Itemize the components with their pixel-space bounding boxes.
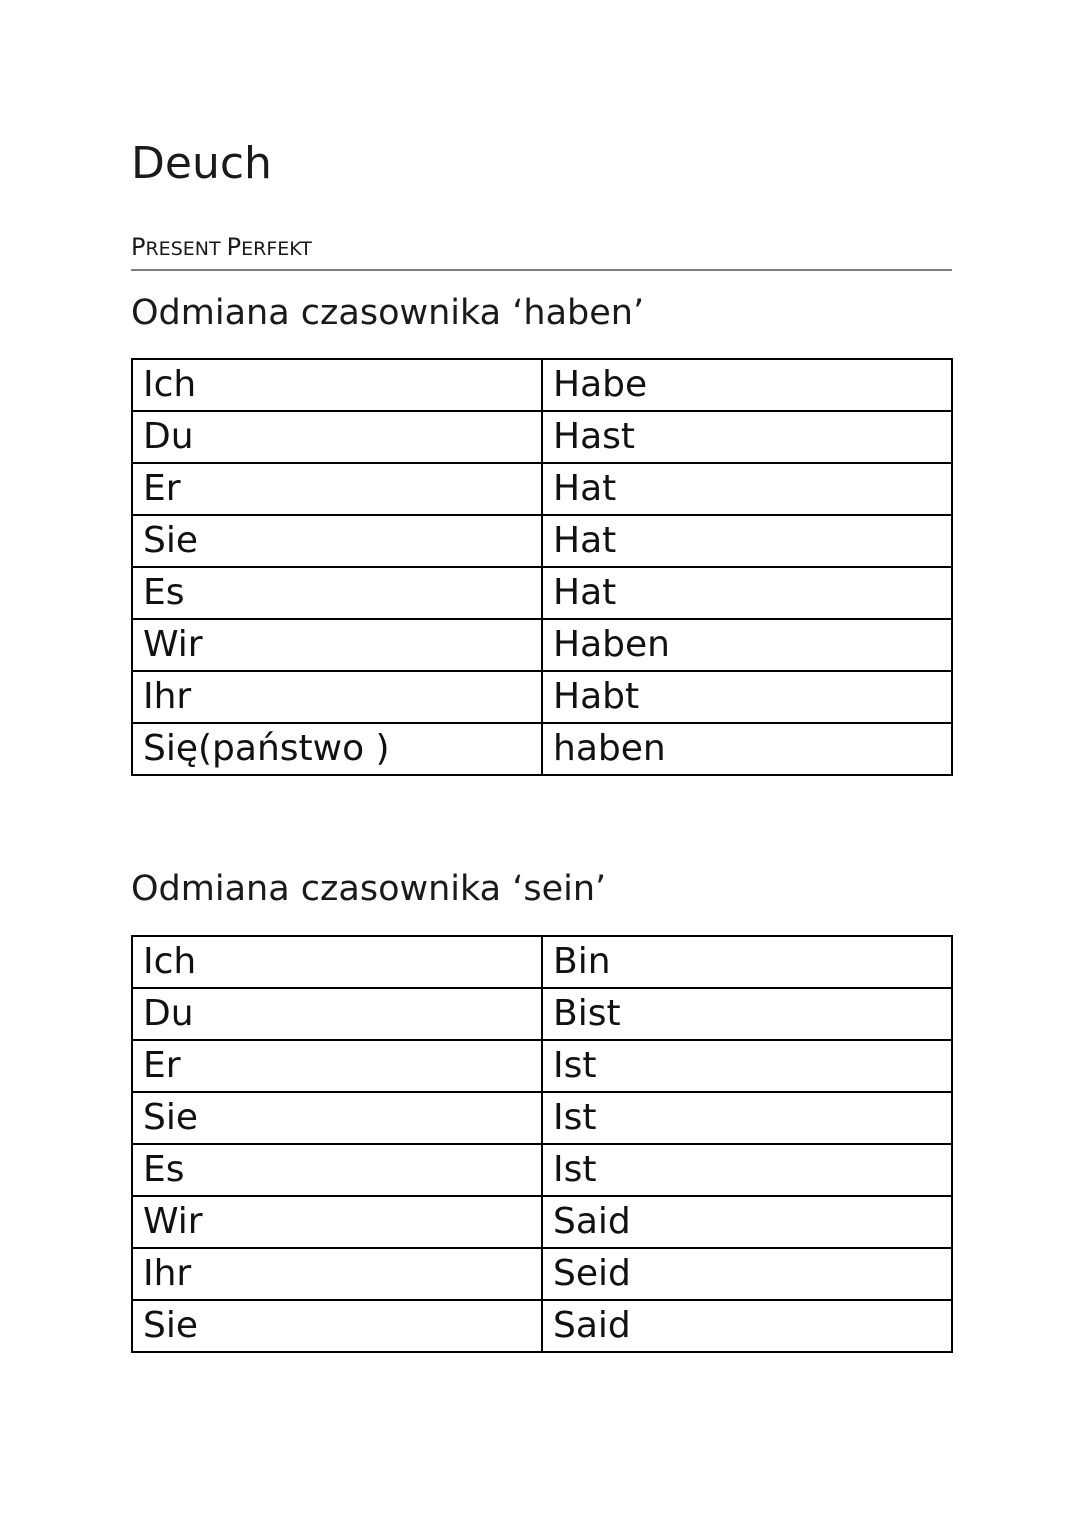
sein-conjugation-table (131, 935, 953, 1353)
verb-form-cell: Hat (542, 515, 952, 567)
verb-form-cell: Ist (542, 1040, 952, 1092)
pronoun-cell: Ich (132, 359, 542, 411)
table-row (132, 723, 952, 775)
verb-form-cell: Habt (542, 671, 952, 723)
sein-table-heading: Odmiana czasownika ‘sein’ (131, 869, 607, 909)
verb-form-cell: haben (542, 723, 952, 775)
table-row (132, 671, 952, 723)
table-row (132, 1300, 952, 1352)
verb-form-cell: Hat (542, 567, 952, 619)
verb-form-cell: Habe (542, 359, 952, 411)
verb-form-cell: Said (542, 1300, 952, 1352)
table-row (132, 411, 952, 463)
verb-form-cell: Haben (542, 619, 952, 671)
haben-conjugation-table (131, 358, 953, 776)
pronoun-cell: Ihr (132, 1248, 542, 1300)
table-row (132, 936, 952, 988)
pronoun-cell: Sie (132, 515, 542, 567)
section-heading-part: ERFEKT (241, 238, 312, 260)
table-row (132, 359, 952, 411)
table-row (132, 988, 952, 1040)
verb-form-cell: Bin (542, 936, 952, 988)
table-row (132, 1092, 952, 1144)
pronoun-cell: Ihr (132, 671, 542, 723)
section-heading-part: P (226, 233, 242, 261)
verb-form-cell: Said (542, 1196, 952, 1248)
section-heading (131, 232, 312, 264)
section-divider (131, 269, 952, 271)
table-row (132, 515, 952, 567)
table-row (132, 619, 952, 671)
pronoun-cell: Du (132, 988, 542, 1040)
haben-table-heading: Odmiana czasownika ‘haben’ (131, 293, 645, 333)
verb-form-cell: Ist (542, 1144, 952, 1196)
verb-form-cell: Ist (542, 1092, 952, 1144)
pronoun-cell: Wir (132, 1196, 542, 1248)
pronoun-cell: Sie (132, 1092, 542, 1144)
pronoun-cell: Er (132, 463, 542, 515)
table-row (132, 1196, 952, 1248)
verb-form-cell: Seid (542, 1248, 952, 1300)
table-row (132, 1144, 952, 1196)
pronoun-cell: Es (132, 567, 542, 619)
pronoun-cell: Się(państwo ) (132, 723, 542, 775)
pronoun-cell: Sie (132, 1300, 542, 1352)
section-heading-part: RESENT (145, 238, 227, 260)
pronoun-cell: Du (132, 411, 542, 463)
table-row (132, 1248, 952, 1300)
verb-form-cell: Bist (542, 988, 952, 1040)
table-row (132, 463, 952, 515)
table-row (132, 1040, 952, 1092)
verb-form-cell: Hast (542, 411, 952, 463)
verb-form-cell: Hat (542, 463, 952, 515)
document-title: Deuch (131, 138, 272, 189)
section-heading-part: P (131, 233, 146, 261)
pronoun-cell: Ich (132, 936, 542, 988)
pronoun-cell: Es (132, 1144, 542, 1196)
table-row (132, 567, 952, 619)
pronoun-cell: Er (132, 1040, 542, 1092)
pronoun-cell: Wir (132, 619, 542, 671)
